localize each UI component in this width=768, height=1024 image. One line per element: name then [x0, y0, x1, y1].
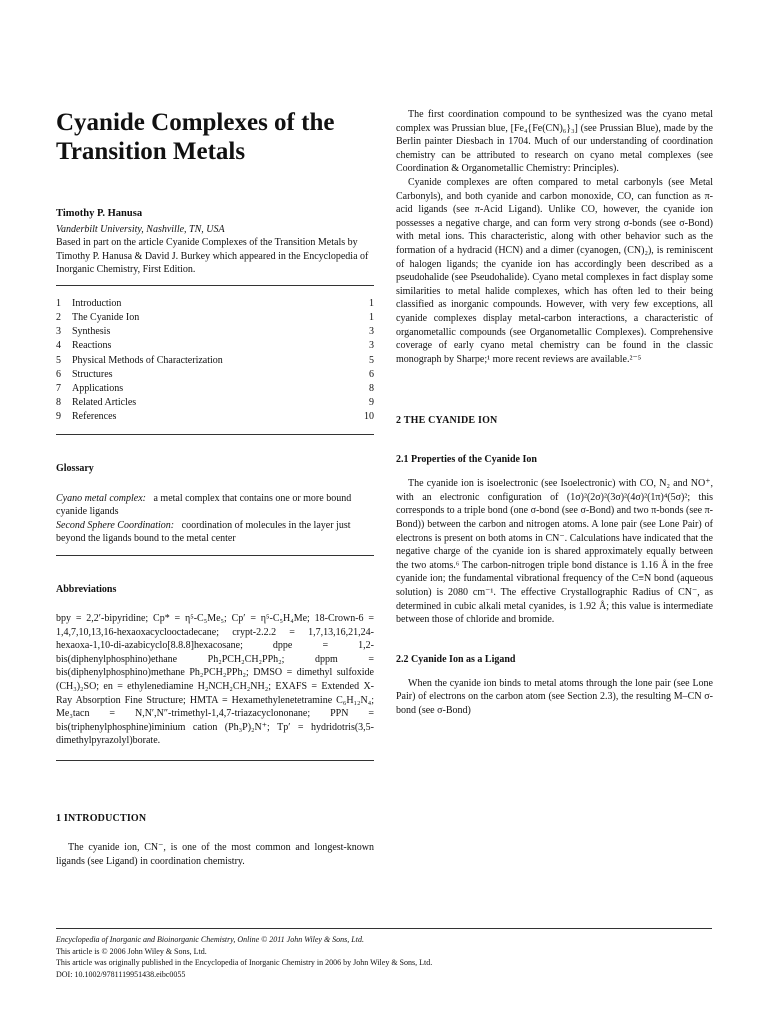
- toc-item[interactable]: 2 The Cyanide Ion 1: [56, 311, 374, 323]
- glossary-definition: a metal complex that contains one or more bound cyanide ligands: [56, 492, 352, 518]
- body-paragraph: The cyanide ion is isoelectronic (see Isoelectronic) with CO, N₂ and NO⁺, with an electronic configuration of (1σ)²(2σ)²(3σ)²(4σ)²(1π)⁴(5σ)²; this corresponds to a triple bond (one σ-bond (see σ-Bond) and two π-bonds (see π-Bond)) between the carbon and nitrogen atoms. A lone pair (see Lone Pair) of electrons is present on both atoms in CN⁻. Calculations have indicated that the negative charge of the cyanide ion is shared approximately equally between the two atoms.⁶ The carbon-nitrogen triple bond distance is 1.16 Å in the free cyanide ion; the fundamental vibrational frequency of the C≡N bond (aqueous solution) is 2080 cm⁻¹. The effective Crystallographic Radius of CN⁻, as determined in cubic alkali metal cyanides, is 1.92 Å; this value is intermediate between those of chloride and bromide.: [396, 478, 713, 626]
- based-on-note: Based in part on the article Cyanide Complexes of the Transition Metals by Timothy P. Hanusa & David J. Burkey which appeared in the Encyclopedia of Inorganic Chemistry, First Edition.: [56, 237, 369, 276]
- glossary-rule: [56, 555, 374, 556]
- left-column: [56, 108, 374, 868]
- abbreviations-rule: [56, 760, 374, 761]
- glossary-term: Cyano metal complex:: [56, 492, 146, 504]
- glossary-heading: Glossary: [56, 462, 94, 474]
- toc-item[interactable]: 9 References 10: [56, 411, 374, 423]
- toc-item[interactable]: 7 Applications 8: [56, 383, 374, 394]
- footer-doi: DOI: 10.1002/9781119951438.eibc0055: [56, 969, 186, 979]
- toc-item[interactable]: 6 Structures 6: [56, 368, 374, 380]
- body-paragraph: The first coordination compound to be synthesized was the cyano metal complex was Prussian blue, [Fe₄{Fe(CN)₆}₃] (see Prussian Blue), made by the Berlin painter Diesbach in 1704. Much of our understanding of coordination chemistry can be attributed to research on cyano metal complexes (see Coordination & Organometallic Chemistry: Principles).: [396, 109, 713, 175]
- section-1-heading: 1 INTRODUCTION: [56, 812, 147, 824]
- glossary-entry: [56, 492, 374, 519]
- glossary-definition: coordination of molecules in the layer just beyond the ligands bound to the metal center: [56, 519, 351, 545]
- intro-paragraph: The cyanide ion, CN⁻, is one of the most common and longest-known ligands (see Ligand) in coordination chemistry.: [56, 841, 374, 867]
- glossary-entry: [56, 519, 374, 546]
- toc-bottom-rule: [56, 434, 374, 435]
- section-2-2-heading: 2.2 Cyanide Ion as a Ligand: [396, 653, 516, 665]
- footer-copyright: This article is © 2006 John Wiley & Sons, Ltd.: [56, 946, 207, 956]
- section-2-heading: 2 THE CYANIDE ION: [396, 415, 498, 427]
- toc-item[interactable]: 8 Related Articles 9: [56, 397, 374, 409]
- author-affiliation: Vanderbilt University, Nashville, TN, USA: [56, 224, 225, 235]
- section-2-1-heading: 2.1 Properties of the Cyanide Ion: [396, 454, 537, 466]
- toc-top-rule: [56, 285, 374, 286]
- glossary-term: Second Sphere Coordination:: [56, 519, 175, 531]
- toc-item[interactable]: 3 Synthesis 3: [56, 326, 374, 338]
- abbreviations-text: bpy = 2,2′-bipyridine; Cp* = η⁵-C₅Me₅; Cp′ = η⁵-C₅H₄Me; 18-Crown-6 = 1,4,7,10,13,16-hexaoxacyclooctadecane; crypt-2.2.2 = 1,7,13,16,21,24-hexaoxa-1,10-di-azabicyclo[8.8.8]hexacosane; dppe = 1,2-bis(diphenylphosphino)ethane Ph₂PCH₂CH₂PPh₂; dppm = bis(diphenylphosphino)methane Ph₂PCH₂PPh₂; DMSO = dimethyl sulfoxide (CH₃)₂SO; en = ethylenediamine H₂NCH₂CH₂NH₂; EXAFS = Extended X-Ray Absorption Fine Structure; HMTA = Hexamethylenetetramine C₆H₁₂N₄; Me₃tacn = N,N′,N″-trimethyl-1,4,7-triazacyclononane; PPN = bis(triphenylphosphine)iminium cation (Ph₃P)₂N⁺; Tp′ = hydridotris(3,5-dimethylpyrazolyl)borate.: [56, 612, 374, 747]
- toc-item[interactable]: 4 Reactions 3: [56, 340, 374, 352]
- footer-citation: Encyclopedia of Inorganic and Bioinorganic Chemistry, Online © 2011 John Wiley & Sons, Ltd.: [56, 935, 364, 944]
- right-column: [396, 108, 713, 718]
- body-paragraph: Cyanide complexes are often compared to metal carbonyls (see Metal Carbonyls), and both cyanide and carbon monoxide, CO, can function as π-acid ligands (see π-Acid Ligand). Unlike CO, however, the cyanide ion possesses a negative charge, and can form very strong σ-bonds (see σ-Bond) with metal ions. This characteristic, along with other behavior such as the formation of a hydracid (HCN) and a dimer (cyanogen, (CN)₂), is reminiscent of halogen ligands; the cyanide ion has accordingly been described as a pseudohalide (see Pseudohalide). Cyano metal complexes in fact display some similarities to metal halide complexes, which has often led to their being classified as inorganic compounds. However, with very few exceptions, all cyanide complexes display metal-carbon interactions, a characteristic of organometallic compounds (see Organometallic Complexes). Comprehensive coverage of early cyano metal chemistry can be found in the classic monograph by Sharpe;¹ more recent reviews are available.²⁻⁵: [396, 176, 713, 365]
- body-paragraph: When the cyanide ion binds to metal atoms through the lone pair (see Lone Pair) of electrons on the carbon atom (see Section 2.3), the resulting M–CN σ-bond (see σ-Bond): [396, 677, 713, 716]
- article-title: Cyanide Complexes of the Transition Metals: [56, 109, 335, 165]
- footer-origin: This article was originally published in the Encyclopedia of Inorganic Chemistry in 2006 by John Wiley & Sons, Ltd.: [56, 958, 433, 967]
- footer-rule: [56, 928, 712, 929]
- author-name: Timothy P. Hanusa: [56, 208, 143, 219]
- table-of-contents: [56, 297, 374, 425]
- page-footer: [56, 934, 712, 980]
- abbreviations-heading: Abbreviations: [56, 583, 117, 595]
- toc-item[interactable]: 5 Physical Methods of Characterization 5: [56, 354, 374, 366]
- toc-item[interactable]: 1 Introduction 1: [56, 297, 374, 309]
